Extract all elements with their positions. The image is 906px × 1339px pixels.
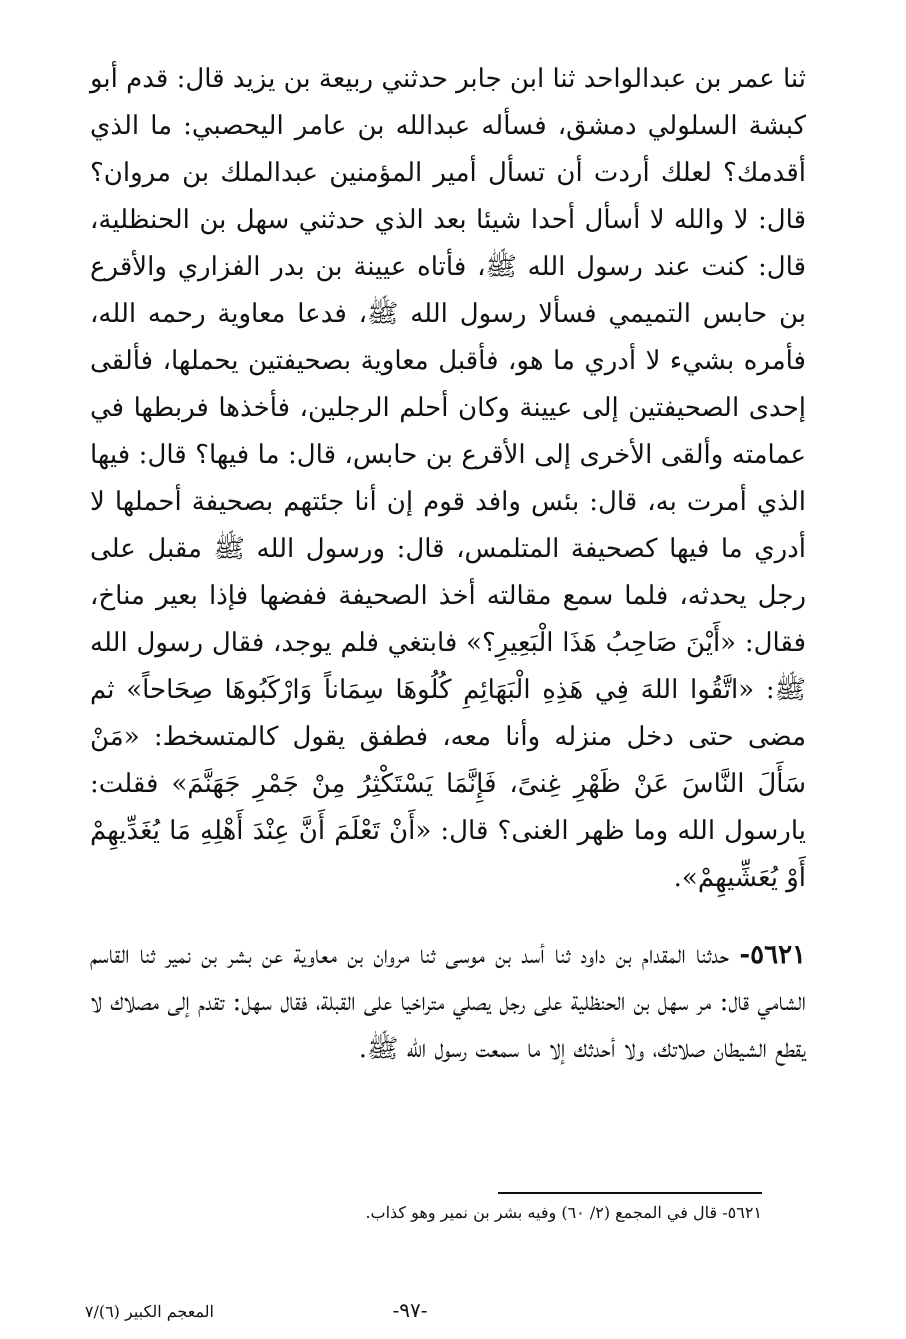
main-text [90,56,806,1073]
footnote-divider [498,1192,762,1194]
footnote: ٥٦٢١- قال في المجمع (٢/ ٦٠) وفيه بشر بن نمير وهو كذاب. [365,1203,762,1222]
page-number: -٩٧- [392,1298,428,1322]
book-reference: المعجم الكبير (٦)/٧ [84,1302,214,1321]
hadith-paragraph-continued: ثنا عمر بن عبدالواحد ثنا ابن جابر حدثني ربيعة بن يزيد قال: قدم أبو كبشة السلولي دمشق، فسأله عبدالله بن عامر اليحصبي: ما الذي أقدمك؟ لعلك أردت أن تسأل أمير المؤمنين عبدالملك بن مروان؟ قال: لا والله لا أسأل أحدا شيئا بعد الذي حدثني سهل بن الحنظلية، قال: كنت عند رسول الله ﷺ، فأتاه عيينة بن بدر الفزاري والأقرع بن حابس التميمي فسألا رسول الله ﷺ، فدعا معاوية رحمه الله، فأمره بشيء لا أدري ما هو، فأقبل معاوية بصحيفتين يحملها، فألقى إحدى الصحيفتين إلى عيينة وكان أحلم الرجلين، فأخذها فربطها في عمامته وألقى الأخرى إلى الأقرع بن حابس، قال: ما فيها؟ قال: فيها الذي أمرت به، قال: بئس وافد قوم إن أنا جئتهم بصحيفة أحملها لا أدري ما فيها كصحيفة المتلمس، قال: ورسول الله ﷺ مقبل على رجل يحدثه، فلما سمع مقالته أخذ الصحيفة ففضها فإذا بعير مناخ، فقال: «أَيْنَ صَاحِبُ هَذَا الْبَعِيرِ؟» فابتغي فلم يوجد، فقال رسول الله ﷺ: «اتَّقُوا اللهَ فِي هَذِهِ الْبَهَائِمِ كُلُوهَا سِمَاناً وَارْكَبُوهَا صِحَاحاً» ثم مضى حتى دخل منزله وأنا معه، فطفق يقول كالمتسخط: «مَنْ سَأَلَ النَّاسَ عَنْ ظَهْرِ غِنىً، فَإِنَّمَا يَسْتَكْثِرُ مِنْ جَمْرِ جَهَنَّمَ» فقلت: يارسول الله وما ظهر الغنى؟ قال: «أَنْ تَعْلَمَ أَنَّ عِنْدَ أَهْلِهِ مَا يُغَدِّيهِمْ أَوْ يُعَشِّيهِمْ». [90,64,806,893]
hadith-number: ٥٦٢١- [739,940,806,970]
hadith-paragraph-5621 [90,932,806,1073]
hadith-text: حدثنا المقدام بن داود ثنا أسد بن موسى ثنا مروان بن معاوية عن بشر بن نمير ثنا القاسم الشامي قال: مر سهل بن الحنظلية على رجل يصلي متراخيا على القبلة، فقال سهل: تقدم إلى مصلاك لا يقطع الشيطان صلاتك، ولا أحدثك إلا ما سمعت رسول الله ﷺ. [90,940,806,1064]
